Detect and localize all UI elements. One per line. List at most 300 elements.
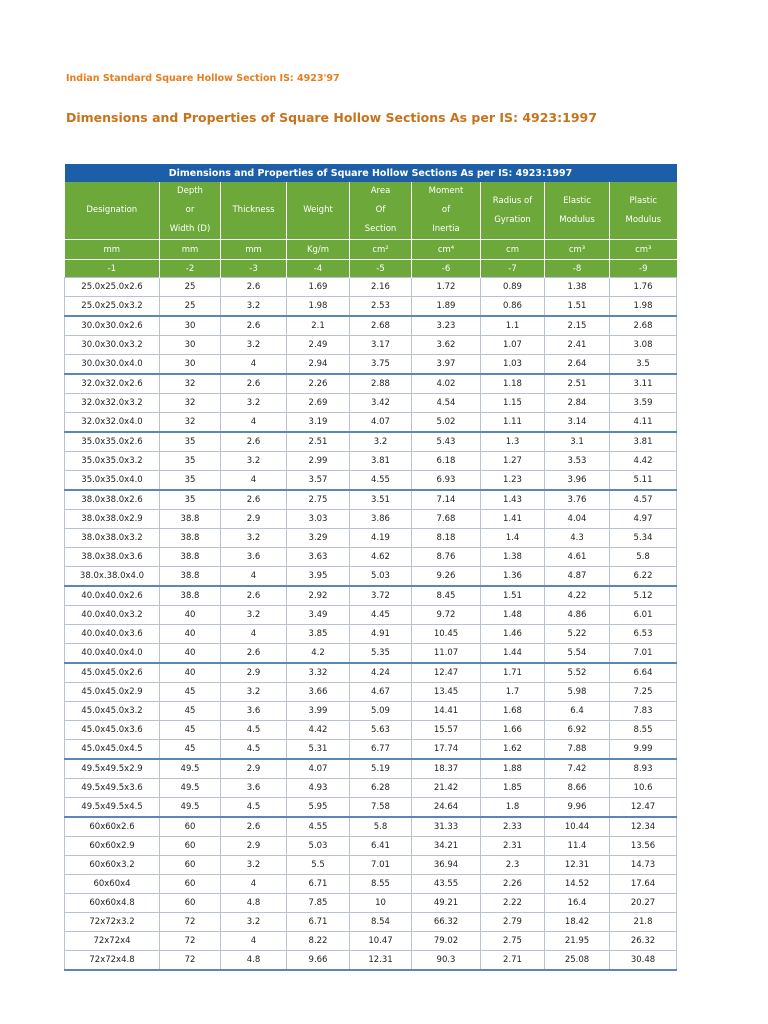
table-row bbox=[65, 297, 677, 317]
cell-depth: 30 bbox=[160, 316, 221, 336]
cell-radius-of-gyration: 1.23 bbox=[481, 471, 545, 491]
cell-area: 5.19 bbox=[350, 759, 412, 779]
cell-designation: 45.0x45.0x2.9 bbox=[65, 683, 160, 702]
cell-weight: 4.55 bbox=[287, 817, 350, 837]
cell-area: 8.55 bbox=[350, 875, 412, 894]
cell-plastic-modulus: 3.5 bbox=[610, 355, 677, 375]
cell-elastic-modulus: 16.4 bbox=[545, 894, 610, 913]
unit-designation: mm bbox=[65, 240, 160, 260]
cell-thickness: 3.2 bbox=[221, 394, 287, 413]
cell-thickness: 4.8 bbox=[221, 894, 287, 913]
cell-weight: 2.51 bbox=[287, 432, 350, 452]
cell-depth: 35 bbox=[160, 471, 221, 491]
cell-designation: 35.0x35.0x3.2 bbox=[65, 452, 160, 471]
cell-moment-of-inertia: 49.21 bbox=[412, 894, 481, 913]
cell-designation: 72x72x4.8 bbox=[65, 951, 160, 971]
cell-moment-of-inertia: 12.47 bbox=[412, 663, 481, 683]
cell-weight: 3.99 bbox=[287, 702, 350, 721]
table-row bbox=[65, 644, 677, 664]
cell-radius-of-gyration: 1.18 bbox=[481, 374, 545, 394]
cell-plastic-modulus: 5.11 bbox=[610, 471, 677, 491]
cell-radius-of-gyration: 1.41 bbox=[481, 510, 545, 529]
cell-plastic-modulus: 8.93 bbox=[610, 759, 677, 779]
cell-depth: 40 bbox=[160, 606, 221, 625]
cell-thickness: 2.6 bbox=[221, 432, 287, 452]
cell-weight: 3.57 bbox=[287, 471, 350, 491]
table-row bbox=[65, 432, 677, 452]
page-kicker: Indian Standard Square Hollow Section IS: 4923'97 bbox=[66, 73, 340, 84]
cell-thickness: 2.6 bbox=[221, 316, 287, 336]
cell-designation: 45.0x45.0x3.6 bbox=[65, 721, 160, 740]
cell-radius-of-gyration: 1.44 bbox=[481, 644, 545, 664]
cell-depth: 30 bbox=[160, 336, 221, 355]
cell-radius-of-gyration: 1.66 bbox=[481, 721, 545, 740]
cell-designation: 45.0x45.0x2.6 bbox=[65, 663, 160, 683]
cell-radius-of-gyration: 0.89 bbox=[481, 278, 545, 297]
column-number-weight: -4 bbox=[287, 260, 350, 278]
cell-depth: 60 bbox=[160, 875, 221, 894]
header-line: Elastic bbox=[563, 195, 591, 206]
cell-plastic-modulus: 3.08 bbox=[610, 336, 677, 355]
cell-designation: 45.0x45.0x3.2 bbox=[65, 702, 160, 721]
table-row bbox=[65, 490, 677, 510]
table-row bbox=[65, 740, 677, 760]
column-number-depth: -2 bbox=[160, 260, 221, 278]
cell-thickness: 3.2 bbox=[221, 856, 287, 875]
cell-elastic-modulus: 6.4 bbox=[545, 702, 610, 721]
cell-plastic-modulus: 8.55 bbox=[610, 721, 677, 740]
cell-thickness: 3.6 bbox=[221, 548, 287, 567]
cell-weight: 3.29 bbox=[287, 529, 350, 548]
table-row bbox=[65, 374, 677, 394]
cell-designation: 72x72x4 bbox=[65, 932, 160, 951]
cell-area: 8.54 bbox=[350, 913, 412, 932]
cell-area: 4.91 bbox=[350, 625, 412, 644]
cell-designation: 35.0x35.0x2.6 bbox=[65, 432, 160, 452]
cell-thickness: 2.6 bbox=[221, 278, 287, 297]
cell-moment-of-inertia: 5.02 bbox=[412, 413, 481, 433]
cell-area: 5.35 bbox=[350, 644, 412, 664]
cell-thickness: 3.2 bbox=[221, 452, 287, 471]
cell-depth: 60 bbox=[160, 837, 221, 856]
unit-depth: mm bbox=[160, 240, 221, 260]
unit-weight: Kg/m bbox=[287, 240, 350, 260]
cell-weight: 3.85 bbox=[287, 625, 350, 644]
table-row bbox=[65, 759, 677, 779]
cell-designation: 60x60x4 bbox=[65, 875, 160, 894]
cell-plastic-modulus: 1.98 bbox=[610, 297, 677, 317]
cell-elastic-modulus: 1.51 bbox=[545, 297, 610, 317]
cell-plastic-modulus: 21.8 bbox=[610, 913, 677, 932]
cell-thickness: 3.6 bbox=[221, 779, 287, 798]
cell-weight: 2.92 bbox=[287, 586, 350, 606]
cell-elastic-modulus: 3.96 bbox=[545, 471, 610, 491]
table-row bbox=[65, 721, 677, 740]
table-header bbox=[65, 182, 677, 278]
cell-designation: 49.5x49.5x3.6 bbox=[65, 779, 160, 798]
unit-elastic-modulus: cm³ bbox=[545, 240, 610, 260]
cell-moment-of-inertia: 3.97 bbox=[412, 355, 481, 375]
table-row bbox=[65, 913, 677, 932]
cell-plastic-modulus: 13.56 bbox=[610, 837, 677, 856]
cell-radius-of-gyration: 1.88 bbox=[481, 759, 545, 779]
cell-plastic-modulus: 3.59 bbox=[610, 394, 677, 413]
cell-plastic-modulus: 14.73 bbox=[610, 856, 677, 875]
cell-area: 2.16 bbox=[350, 278, 412, 297]
cell-area: 3.72 bbox=[350, 586, 412, 606]
cell-elastic-modulus: 25.08 bbox=[545, 951, 610, 971]
cell-elastic-modulus: 2.51 bbox=[545, 374, 610, 394]
cell-elastic-modulus: 3.76 bbox=[545, 490, 610, 510]
cell-designation: 32.0x32.0x2.6 bbox=[65, 374, 160, 394]
cell-moment-of-inertia: 11.07 bbox=[412, 644, 481, 664]
cell-plastic-modulus: 6.22 bbox=[610, 567, 677, 587]
cell-elastic-modulus: 4.61 bbox=[545, 548, 610, 567]
cell-weight: 5.5 bbox=[287, 856, 350, 875]
header-depth bbox=[160, 182, 221, 240]
header-area bbox=[350, 182, 412, 240]
cell-radius-of-gyration: 0.86 bbox=[481, 297, 545, 317]
cell-area: 3.75 bbox=[350, 355, 412, 375]
cell-moment-of-inertia: 79.02 bbox=[412, 932, 481, 951]
table-row bbox=[65, 856, 677, 875]
table-row bbox=[65, 798, 677, 818]
cell-depth: 38.8 bbox=[160, 567, 221, 587]
cell-moment-of-inertia: 6.93 bbox=[412, 471, 481, 491]
header-line: Width (D) bbox=[169, 224, 211, 234]
cell-depth: 72 bbox=[160, 951, 221, 971]
cell-elastic-modulus: 18.42 bbox=[545, 913, 610, 932]
cell-weight: 4.2 bbox=[287, 644, 350, 664]
cell-moment-of-inertia: 3.23 bbox=[412, 316, 481, 336]
cell-thickness: 2.9 bbox=[221, 837, 287, 856]
cell-weight: 3.66 bbox=[287, 683, 350, 702]
cell-elastic-modulus: 5.22 bbox=[545, 625, 610, 644]
cell-radius-of-gyration: 2.75 bbox=[481, 932, 545, 951]
cell-designation: 40.0x40.0x3.2 bbox=[65, 606, 160, 625]
cell-area: 3.86 bbox=[350, 510, 412, 529]
cell-radius-of-gyration: 1.38 bbox=[481, 548, 545, 567]
table-row bbox=[65, 510, 677, 529]
cell-weight: 5.31 bbox=[287, 740, 350, 760]
cell-plastic-modulus: 10.6 bbox=[610, 779, 677, 798]
cell-elastic-modulus: 12.31 bbox=[545, 856, 610, 875]
cell-thickness: 4 bbox=[221, 567, 287, 587]
column-number-area: -5 bbox=[350, 260, 412, 278]
cell-weight: 3.03 bbox=[287, 510, 350, 529]
header-line: Depth bbox=[177, 186, 203, 196]
cell-moment-of-inertia: 1.72 bbox=[412, 278, 481, 297]
table-row bbox=[65, 894, 677, 913]
column-number-moment-of-inertia: -6 bbox=[412, 260, 481, 278]
cell-weight: 3.49 bbox=[287, 606, 350, 625]
cell-depth: 72 bbox=[160, 913, 221, 932]
cell-weight: 4.42 bbox=[287, 721, 350, 740]
cell-depth: 35 bbox=[160, 452, 221, 471]
cell-plastic-modulus: 20.27 bbox=[610, 894, 677, 913]
cell-radius-of-gyration: 1.7 bbox=[481, 683, 545, 702]
cell-thickness: 2.6 bbox=[221, 644, 287, 664]
cell-plastic-modulus: 9.99 bbox=[610, 740, 677, 760]
cell-elastic-modulus: 2.41 bbox=[545, 336, 610, 355]
cell-designation: 49.5x49.5x4.5 bbox=[65, 798, 160, 818]
cell-plastic-modulus: 26.32 bbox=[610, 932, 677, 951]
cell-thickness: 3.6 bbox=[221, 702, 287, 721]
cell-depth: 35 bbox=[160, 432, 221, 452]
cell-depth: 30 bbox=[160, 355, 221, 375]
header-line: Radius of bbox=[492, 195, 533, 206]
cell-radius-of-gyration: 1.51 bbox=[481, 586, 545, 606]
cell-designation: 38.0x38.0x3.2 bbox=[65, 529, 160, 548]
cell-weight: 3.63 bbox=[287, 548, 350, 567]
cell-weight: 1.69 bbox=[287, 278, 350, 297]
cell-thickness: 2.9 bbox=[221, 510, 287, 529]
cell-plastic-modulus: 3.11 bbox=[610, 374, 677, 394]
cell-depth: 32 bbox=[160, 394, 221, 413]
cell-designation: 60x60x2.9 bbox=[65, 837, 160, 856]
cell-radius-of-gyration: 1.36 bbox=[481, 567, 545, 587]
cell-moment-of-inertia: 10.45 bbox=[412, 625, 481, 644]
cell-area: 10.47 bbox=[350, 932, 412, 951]
table-row bbox=[65, 932, 677, 951]
cell-depth: 32 bbox=[160, 374, 221, 394]
cell-designation: 40.0x40.0x4.0 bbox=[65, 644, 160, 664]
table-row bbox=[65, 355, 677, 375]
column-number-thickness: -3 bbox=[221, 260, 287, 278]
table-row bbox=[65, 413, 677, 433]
cell-weight: 6.71 bbox=[287, 913, 350, 932]
cell-plastic-modulus: 4.42 bbox=[610, 452, 677, 471]
table-body bbox=[65, 278, 677, 971]
cell-moment-of-inertia: 66.32 bbox=[412, 913, 481, 932]
cell-thickness: 3.2 bbox=[221, 529, 287, 548]
cell-thickness: 4 bbox=[221, 932, 287, 951]
cell-area: 4.62 bbox=[350, 548, 412, 567]
header-line: Plastic bbox=[629, 195, 658, 206]
cell-designation: 25.0x25.0x2.6 bbox=[65, 278, 160, 297]
cell-area: 4.07 bbox=[350, 413, 412, 433]
cell-elastic-modulus: 14.52 bbox=[545, 875, 610, 894]
cell-radius-of-gyration: 2.71 bbox=[481, 951, 545, 971]
cell-designation: 38.0x38.0x2.6 bbox=[65, 490, 160, 510]
cell-depth: 45 bbox=[160, 683, 221, 702]
cell-area: 5.63 bbox=[350, 721, 412, 740]
cell-radius-of-gyration: 2.3 bbox=[481, 856, 545, 875]
cell-plastic-modulus: 3.81 bbox=[610, 432, 677, 452]
cell-depth: 49.5 bbox=[160, 779, 221, 798]
cell-radius-of-gyration: 1.85 bbox=[481, 779, 545, 798]
cell-elastic-modulus: 5.98 bbox=[545, 683, 610, 702]
cell-radius-of-gyration: 1.1 bbox=[481, 316, 545, 336]
header-line: Gyration bbox=[494, 214, 531, 225]
cell-elastic-modulus: 7.42 bbox=[545, 759, 610, 779]
cell-moment-of-inertia: 7.68 bbox=[412, 510, 481, 529]
cell-designation: 49.5x49.5x2.9 bbox=[65, 759, 160, 779]
cell-area: 4.24 bbox=[350, 663, 412, 683]
header-line: Thickness bbox=[232, 205, 275, 215]
cell-elastic-modulus: 4.86 bbox=[545, 606, 610, 625]
cell-thickness: 2.6 bbox=[221, 817, 287, 837]
cell-weight: 1.98 bbox=[287, 297, 350, 317]
cell-moment-of-inertia: 9.26 bbox=[412, 567, 481, 587]
cell-designation: 38.0x38.0x3.6 bbox=[65, 548, 160, 567]
header-line: Of bbox=[375, 205, 386, 215]
header-weight bbox=[287, 182, 350, 240]
cell-radius-of-gyration: 2.22 bbox=[481, 894, 545, 913]
cell-radius-of-gyration: 1.46 bbox=[481, 625, 545, 644]
cell-moment-of-inertia: 90.3 bbox=[412, 951, 481, 971]
cell-moment-of-inertia: 8.45 bbox=[412, 586, 481, 606]
cell-depth: 38.8 bbox=[160, 586, 221, 606]
cell-weight: 2.69 bbox=[287, 394, 350, 413]
cell-moment-of-inertia: 17.74 bbox=[412, 740, 481, 760]
cell-moment-of-inertia: 6.18 bbox=[412, 452, 481, 471]
cell-elastic-modulus: 2.15 bbox=[545, 316, 610, 336]
table-row bbox=[65, 452, 677, 471]
cell-elastic-modulus: 9.96 bbox=[545, 798, 610, 818]
cell-designation: 38.0x38.0x2.9 bbox=[65, 510, 160, 529]
cell-radius-of-gyration: 1.71 bbox=[481, 663, 545, 683]
cell-area: 2.88 bbox=[350, 374, 412, 394]
table-row bbox=[65, 663, 677, 683]
page-title: Dimensions and Properties of Square Hollow Sections As per IS: 4923:1997 bbox=[66, 110, 597, 125]
cell-area: 6.77 bbox=[350, 740, 412, 760]
cell-weight: 4.07 bbox=[287, 759, 350, 779]
cell-area: 4.67 bbox=[350, 683, 412, 702]
table-row bbox=[65, 875, 677, 894]
cell-plastic-modulus: 12.47 bbox=[610, 798, 677, 818]
cell-radius-of-gyration: 1.07 bbox=[481, 336, 545, 355]
cell-plastic-modulus: 12.34 bbox=[610, 817, 677, 837]
cell-area: 10 bbox=[350, 894, 412, 913]
header-line: Inertia bbox=[432, 224, 460, 234]
cell-designation: 72x72x3.2 bbox=[65, 913, 160, 932]
cell-plastic-modulus: 1.76 bbox=[610, 278, 677, 297]
cell-thickness: 3.2 bbox=[221, 606, 287, 625]
cell-depth: 60 bbox=[160, 817, 221, 837]
header-line: Area bbox=[370, 186, 391, 196]
cell-thickness: 3.2 bbox=[221, 913, 287, 932]
cell-depth: 40 bbox=[160, 625, 221, 644]
cell-weight: 5.03 bbox=[287, 837, 350, 856]
cell-designation: 38.0x.38.0x4.0 bbox=[65, 567, 160, 587]
cell-plastic-modulus: 30.48 bbox=[610, 951, 677, 971]
table-row bbox=[65, 529, 677, 548]
table-row bbox=[65, 837, 677, 856]
cell-depth: 32 bbox=[160, 413, 221, 433]
cell-area: 6.28 bbox=[350, 779, 412, 798]
cell-moment-of-inertia: 21.42 bbox=[412, 779, 481, 798]
cell-plastic-modulus: 17.64 bbox=[610, 875, 677, 894]
cell-designation: 25.0x25.0x3.2 bbox=[65, 297, 160, 317]
header-elastic-modulus bbox=[545, 182, 610, 240]
cell-thickness: 3.2 bbox=[221, 683, 287, 702]
cell-plastic-modulus: 4.97 bbox=[610, 510, 677, 529]
cell-elastic-modulus: 2.64 bbox=[545, 355, 610, 375]
header-line: Weight bbox=[303, 205, 333, 215]
cell-area: 3.51 bbox=[350, 490, 412, 510]
cell-elastic-modulus: 11.4 bbox=[545, 837, 610, 856]
cell-plastic-modulus: 5.34 bbox=[610, 529, 677, 548]
cell-weight: 3.95 bbox=[287, 567, 350, 587]
cell-moment-of-inertia: 1.89 bbox=[412, 297, 481, 317]
cell-depth: 45 bbox=[160, 721, 221, 740]
cell-moment-of-inertia: 24.64 bbox=[412, 798, 481, 818]
header-line: Modulus bbox=[559, 214, 595, 225]
table-row bbox=[65, 606, 677, 625]
cell-weight: 2.49 bbox=[287, 336, 350, 355]
table-row bbox=[65, 625, 677, 644]
header-line: or bbox=[185, 205, 195, 215]
cell-thickness: 2.6 bbox=[221, 374, 287, 394]
header-plastic-modulus bbox=[610, 182, 677, 240]
cell-thickness: 2.9 bbox=[221, 663, 287, 683]
cell-area: 5.8 bbox=[350, 817, 412, 837]
cell-radius-of-gyration: 1.48 bbox=[481, 606, 545, 625]
cell-plastic-modulus: 4.11 bbox=[610, 413, 677, 433]
cell-thickness: 3.2 bbox=[221, 336, 287, 355]
cell-area: 3.2 bbox=[350, 432, 412, 452]
cell-designation: 40.0x40.0x2.6 bbox=[65, 586, 160, 606]
cell-thickness: 4.5 bbox=[221, 798, 287, 818]
cell-moment-of-inertia: 34.21 bbox=[412, 837, 481, 856]
cell-plastic-modulus: 6.53 bbox=[610, 625, 677, 644]
cell-depth: 40 bbox=[160, 644, 221, 664]
header-line: of bbox=[441, 205, 451, 215]
cell-thickness: 4.5 bbox=[221, 740, 287, 760]
cell-radius-of-gyration: 1.11 bbox=[481, 413, 545, 433]
cell-weight: 2.75 bbox=[287, 490, 350, 510]
cell-area: 3.81 bbox=[350, 452, 412, 471]
cell-designation: 45.0x45.0x4.5 bbox=[65, 740, 160, 760]
cell-thickness: 2.6 bbox=[221, 586, 287, 606]
table-row bbox=[65, 702, 677, 721]
cell-thickness: 4 bbox=[221, 413, 287, 433]
cell-plastic-modulus: 2.68 bbox=[610, 316, 677, 336]
cell-moment-of-inertia: 43.55 bbox=[412, 875, 481, 894]
cell-elastic-modulus: 7.88 bbox=[545, 740, 610, 760]
cell-area: 3.42 bbox=[350, 394, 412, 413]
cell-elastic-modulus: 3.53 bbox=[545, 452, 610, 471]
cell-designation: 30.0x30.0x4.0 bbox=[65, 355, 160, 375]
unit-thickness: mm bbox=[221, 240, 287, 260]
cell-weight: 4.93 bbox=[287, 779, 350, 798]
cell-plastic-modulus: 6.01 bbox=[610, 606, 677, 625]
table-row bbox=[65, 586, 677, 606]
header-radius-of-gyration bbox=[481, 182, 545, 240]
cell-area: 12.31 bbox=[350, 951, 412, 971]
cell-radius-of-gyration: 1.27 bbox=[481, 452, 545, 471]
cell-depth: 38.8 bbox=[160, 510, 221, 529]
cell-designation: 60x60x4.8 bbox=[65, 894, 160, 913]
cell-elastic-modulus: 21.95 bbox=[545, 932, 610, 951]
cell-radius-of-gyration: 2.79 bbox=[481, 913, 545, 932]
table-row bbox=[65, 567, 677, 587]
column-number-elastic-modulus: -8 bbox=[545, 260, 610, 278]
cell-radius-of-gyration: 1.15 bbox=[481, 394, 545, 413]
cell-elastic-modulus: 1.38 bbox=[545, 278, 610, 297]
unit-moment-of-inertia: cm⁴ bbox=[412, 240, 481, 260]
cell-moment-of-inertia: 31.33 bbox=[412, 817, 481, 837]
cell-designation: 30.0x30.0x2.6 bbox=[65, 316, 160, 336]
cell-depth: 60 bbox=[160, 894, 221, 913]
column-number-designation: -1 bbox=[65, 260, 160, 278]
cell-thickness: 4 bbox=[221, 355, 287, 375]
cell-radius-of-gyration: 1.62 bbox=[481, 740, 545, 760]
header-moment-of-inertia bbox=[412, 182, 481, 240]
cell-radius-of-gyration: 1.68 bbox=[481, 702, 545, 721]
header-line: Modulus bbox=[625, 214, 662, 225]
